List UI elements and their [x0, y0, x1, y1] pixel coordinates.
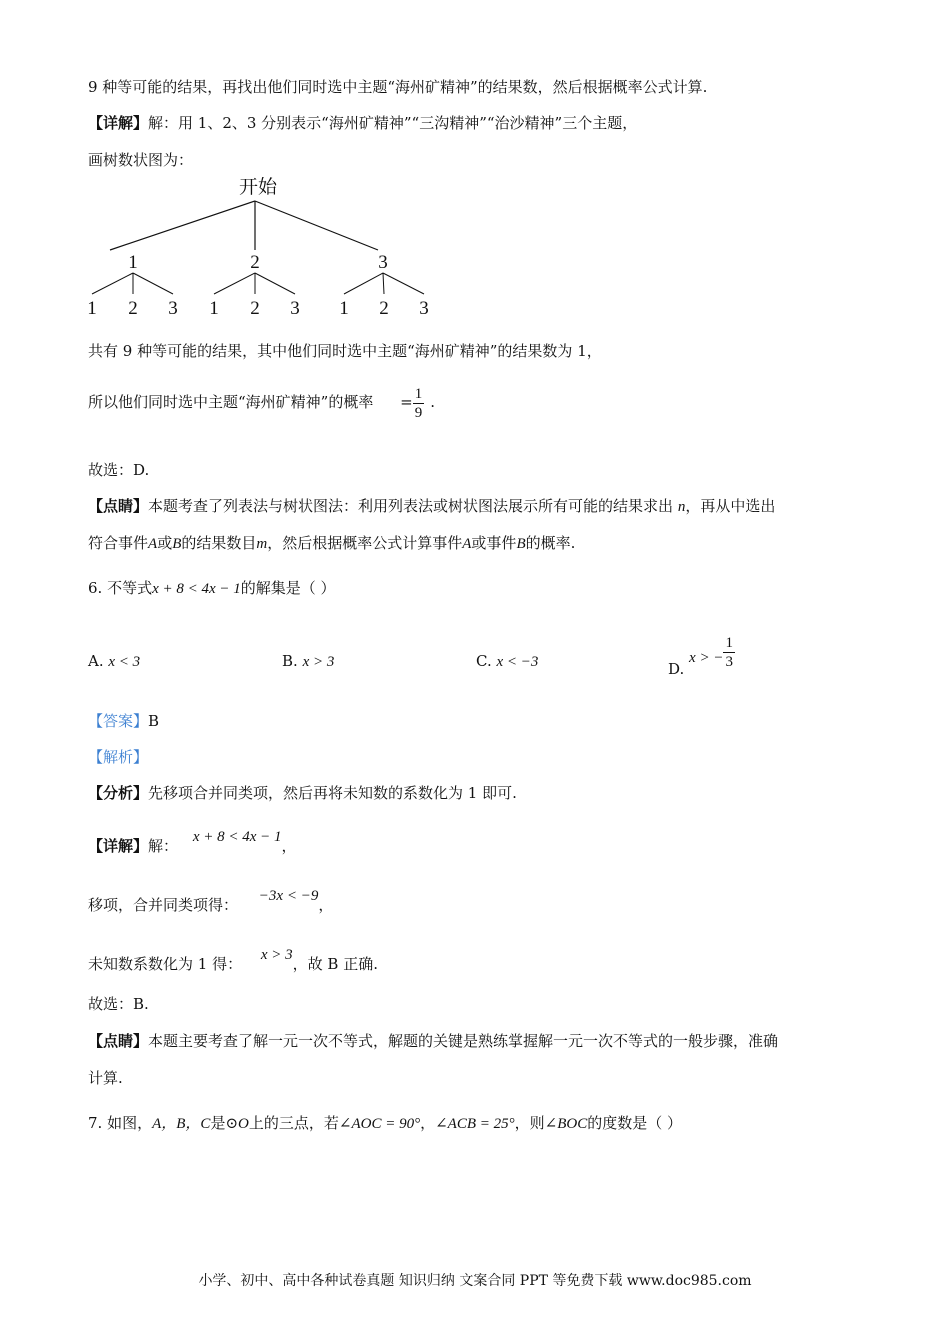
- tree-leaf: 3: [290, 298, 300, 319]
- option-c: C. x < −3: [476, 652, 539, 670]
- page-footer: 小学、初中、高中各种试卷真题 知识归纳 文案合同 PPT 等免费下载 www.doc985.com: [198, 1273, 752, 1289]
- text-line: 画树数状图为：: [88, 151, 194, 169]
- tree-leaf: 1: [339, 298, 349, 319]
- text-line: 9 种等可能的结果，再找出他们同时选中主题“海州矿精神”的结果数，然后根据概率公式计算.: [88, 78, 708, 96]
- tree-leaf: 2: [128, 298, 138, 319]
- text-line: 未知数系数化为 1 得： x > 3，故 B 正确.: [88, 947, 378, 973]
- question-6: 6. 不等式x + 8 < 4x − 1的解集是（ ）: [88, 579, 336, 597]
- tree-leaf: 3: [168, 298, 178, 319]
- tree-node: 1: [128, 252, 138, 273]
- text-line: 符合事件A或B的结果数目m，然后根据概率公式计算事件A或事件B的概率.: [88, 534, 576, 552]
- text-line: 移项，合并同类项得： −3x < −9，: [88, 888, 334, 914]
- text-line: 【详解】解： x + 8 < 4x − 1，: [88, 829, 297, 855]
- text-line: 【分析】先移项合并同类项，然后再将未知数的系数化为 1 即可.: [88, 784, 517, 802]
- text-line: 所以他们同时选中主题“海州矿精神”的概率 = $\frac{1}{9}$ .: [88, 385, 435, 421]
- tree-root: 开始: [238, 177, 278, 198]
- tree-node: 2: [250, 252, 260, 273]
- answer-line: 【答案】B: [88, 712, 160, 730]
- tree-leaf: 2: [250, 298, 260, 319]
- option-b: B. x > 3: [282, 652, 335, 670]
- fraction: $\frac{1}{9}$: [414, 385, 423, 421]
- text-line: 【详解】解：用 1、2、3 分别表示“海州矿精神”“三沟精神”“治沙精神”三个主题，: [88, 114, 638, 132]
- tree-leaf: 1: [209, 298, 219, 319]
- question-7: 7. 如图，A，B，C是⊙O上的三点，若∠AOC = 90°，∠ACB = 25°，则∠BOC的度数是（ ）: [88, 1114, 682, 1132]
- tree-leaf: 2: [379, 298, 389, 319]
- analysis-tag: 【解析】: [88, 748, 149, 766]
- option-a: A. x < 3: [88, 652, 141, 670]
- text-line: 【点睛】本题考查了列表法与树状图法：利用列表法或树状图法展示所有可能的结果求出 n，再从中选出: [88, 497, 776, 515]
- text-line: 计算.: [88, 1069, 123, 1087]
- option-d: D. x > − $\frac{1}{3}$: [668, 635, 733, 678]
- tree-leaf: 1: [87, 298, 97, 319]
- tree-node: 3: [378, 252, 388, 273]
- text-line: 故选：D.: [88, 461, 150, 479]
- tree-diagram: [80, 172, 450, 322]
- tree-leaf: 3: [419, 298, 429, 319]
- text-line: 共有 9 种等可能的结果，其中他们同时选中主题“海州矿精神”的结果数为 1，: [88, 342, 602, 360]
- text-line: 【点睛】本题主要考查了解一元一次不等式，解题的关键是熟练掌握解一元一次不等式的一般步骤，准确: [88, 1032, 779, 1050]
- text-line: 故选：B.: [88, 995, 149, 1013]
